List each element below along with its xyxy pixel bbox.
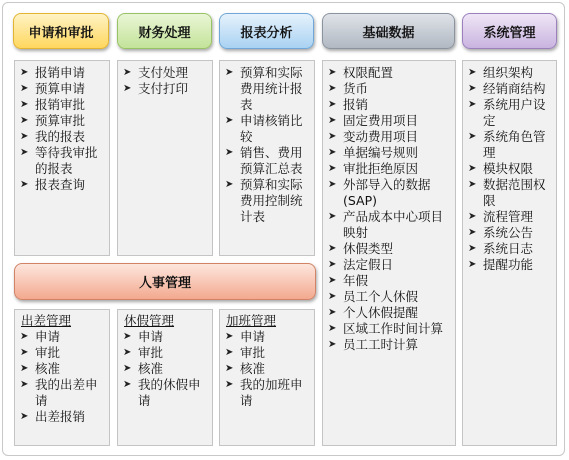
header-report: 报表分析 (219, 13, 314, 49)
arrow-bullet-icon: ➤ (225, 363, 234, 374)
list-item (118, 65, 212, 81)
list-item (118, 361, 212, 377)
list-item (463, 129, 556, 161)
arrow-bullet-icon: ➤ (123, 67, 132, 78)
list-item-label: 预算审批 (35, 113, 86, 128)
list-item-label: 权限配置 (343, 65, 394, 80)
list-item-label: 报销 (343, 97, 369, 112)
list-item-label: 个人休假提醒 (343, 305, 419, 320)
list-item (220, 329, 314, 345)
list-item (220, 345, 314, 361)
list-item (323, 273, 455, 289)
arrow-bullet-icon: ➤ (20, 331, 29, 342)
arrow-bullet-icon: ➤ (468, 259, 477, 270)
arrow-bullet-icon: ➤ (20, 67, 29, 78)
list-item (323, 337, 455, 353)
list-item-label: 员工个人休假 (343, 289, 419, 304)
list-item-label: 我的加班申请 (240, 377, 303, 408)
arrow-bullet-icon: ➤ (468, 243, 477, 254)
arrow-bullet-icon: ➤ (328, 339, 337, 350)
list-item-label: 预算和实际费用控制统计表 (240, 177, 303, 224)
list-item-label: 核准 (240, 361, 266, 376)
header-finance: 财务处理 (117, 13, 212, 49)
list-item (15, 361, 109, 377)
arrow-bullet-icon: ➤ (328, 67, 337, 78)
arrow-bullet-icon: ➤ (328, 211, 337, 222)
list-item-label: 支付处理 (138, 65, 189, 80)
list-item (323, 241, 455, 257)
list-item-label: 变动费用项目 (343, 129, 419, 144)
header-hr: 人事管理 (14, 263, 316, 300)
list-item (323, 209, 455, 241)
arrow-bullet-icon: ➤ (123, 83, 132, 94)
list-item-label: 申请核销比较 (240, 113, 303, 144)
arrow-bullet-icon: ➤ (225, 115, 234, 126)
arrow-bullet-icon: ➤ (20, 347, 29, 358)
list-item (15, 177, 109, 193)
list-item-label: 报销申请 (35, 65, 86, 80)
list-item (15, 65, 109, 81)
list-item (323, 145, 455, 161)
header-apply: 申请和审批 (13, 13, 109, 49)
arrow-bullet-icon: ➤ (468, 163, 477, 174)
arrow-bullet-icon: ➤ (123, 379, 132, 390)
list-item (323, 257, 455, 273)
hr-leave-title: 休假管理 (124, 313, 175, 328)
list-item (323, 81, 455, 97)
list-item (463, 209, 556, 225)
list-item (15, 409, 109, 425)
arrow-bullet-icon: ➤ (468, 99, 477, 110)
list-item-label: 组织架构 (483, 65, 534, 80)
hr-travel-title: 出差管理 (21, 313, 72, 328)
list-item-label: 预算申请 (35, 81, 86, 96)
list-item-label: 申请 (138, 329, 164, 344)
arrow-bullet-icon: ➤ (20, 411, 29, 422)
list-item (220, 361, 314, 377)
list-item (323, 321, 455, 337)
arrow-bullet-icon: ➤ (328, 163, 337, 174)
list-item (323, 113, 455, 129)
arrow-bullet-icon: ➤ (328, 291, 337, 302)
arrow-bullet-icon: ➤ (20, 115, 29, 126)
list-item-label: 单据编号规则 (343, 145, 419, 160)
list-item (323, 97, 455, 113)
list-item-label: 流程管理 (483, 209, 534, 224)
arrow-bullet-icon: ➤ (20, 131, 29, 142)
list-item-label: 产品成本中心项目映射 (343, 209, 444, 240)
list-item (220, 113, 314, 145)
list-item-label: 系统公告 (483, 225, 534, 240)
list-item (15, 145, 109, 177)
arrow-bullet-icon: ➤ (328, 99, 337, 110)
panel-apply (14, 60, 110, 256)
arrow-bullet-icon: ➤ (225, 67, 234, 78)
arrow-bullet-icon: ➤ (20, 179, 29, 190)
arrow-bullet-icon: ➤ (123, 331, 132, 342)
list-item (463, 97, 556, 129)
list-item-label: 提醒功能 (483, 257, 534, 272)
arrow-bullet-icon: ➤ (328, 259, 337, 270)
list-item (463, 225, 556, 241)
list-item-label: 数据范围权限 (483, 177, 546, 208)
list-item (15, 81, 109, 97)
list-item-label: 审批 (35, 345, 61, 360)
panel-finance (117, 60, 213, 256)
list-item (323, 65, 455, 81)
list-item-label: 申请 (240, 329, 266, 344)
list-item (15, 129, 109, 145)
arrow-bullet-icon: ➤ (328, 179, 337, 190)
list-item-label: 等待我审批的报表 (35, 145, 98, 176)
list-item (220, 377, 314, 409)
list-item-label: 预算和实际费用统计报表 (240, 65, 303, 112)
arrow-bullet-icon: ➤ (468, 227, 477, 238)
panel-report (219, 60, 315, 256)
arrow-bullet-icon: ➤ (225, 379, 234, 390)
list-item (323, 289, 455, 305)
list-item (463, 257, 556, 273)
arrow-bullet-icon: ➤ (123, 363, 132, 374)
list-item (220, 177, 314, 225)
list-item (15, 345, 109, 361)
list-item-label: 报表查询 (35, 177, 86, 192)
panel-hr-overtime (219, 309, 315, 446)
arrow-bullet-icon: ➤ (20, 379, 29, 390)
list-item-label: 经销商结构 (483, 81, 546, 96)
list-item-label: 模块权限 (483, 161, 534, 176)
list-item-label: 员工工时计算 (343, 337, 419, 352)
list-item-label: 法定假日 (343, 257, 394, 272)
arrow-bullet-icon: ➤ (123, 347, 132, 358)
list-item (463, 81, 556, 97)
arrow-bullet-icon: ➤ (468, 83, 477, 94)
arrow-bullet-icon: ➤ (20, 83, 29, 94)
list-item-label: 外部导入的数据(SAP) (343, 177, 431, 208)
list-item (323, 161, 455, 177)
list-item-label: 申请 (35, 329, 61, 344)
list-item (463, 161, 556, 177)
list-item-label: 我的休假申请 (138, 377, 201, 408)
arrow-bullet-icon: ➤ (225, 347, 234, 358)
hr-overtime-title: 加班管理 (226, 313, 277, 328)
arrow-bullet-icon: ➤ (468, 179, 477, 190)
arrow-bullet-icon: ➤ (328, 115, 337, 126)
list-item (15, 377, 109, 409)
arrow-bullet-icon: ➤ (20, 147, 29, 158)
list-item-label: 审批 (240, 345, 266, 360)
list-item (118, 329, 212, 345)
arrow-bullet-icon: ➤ (328, 83, 337, 94)
list-item-label: 核准 (35, 361, 61, 376)
list-item-label: 系统角色管理 (483, 129, 546, 160)
list-item (463, 177, 556, 209)
list-item (118, 377, 212, 409)
arrow-bullet-icon: ➤ (468, 211, 477, 222)
list-item (15, 113, 109, 129)
list-item (463, 65, 556, 81)
list-item (15, 97, 109, 113)
arrow-bullet-icon: ➤ (225, 331, 234, 342)
list-item-label: 系统用户设定 (483, 97, 546, 128)
arrow-bullet-icon: ➤ (328, 323, 337, 334)
list-item-label: 货币 (343, 81, 369, 96)
panel-hr-leave (117, 309, 213, 446)
arrow-bullet-icon: ➤ (328, 307, 337, 318)
list-item-label: 审批拒绝原因 (343, 161, 419, 176)
list-item-label: 销售、费用预算汇总表 (240, 145, 303, 176)
list-item-label: 固定费用项目 (343, 113, 419, 128)
list-item (220, 145, 314, 177)
arrow-bullet-icon: ➤ (328, 243, 337, 254)
list-item-label: 我的出差申请 (35, 377, 98, 408)
panel-hr-travel (14, 309, 110, 446)
list-item-label: 休假类型 (343, 241, 394, 256)
list-item-label: 区域工作时间计算 (343, 321, 444, 336)
list-item-label: 我的报表 (35, 129, 86, 144)
list-item-label: 报销审批 (35, 97, 86, 112)
list-item-label: 审批 (138, 345, 164, 360)
list-item (220, 65, 314, 113)
arrow-bullet-icon: ➤ (328, 131, 337, 142)
arrow-bullet-icon: ➤ (225, 147, 234, 158)
arrow-bullet-icon: ➤ (20, 99, 29, 110)
list-item-label: 支付打印 (138, 81, 189, 96)
list-item (323, 305, 455, 321)
list-item (15, 329, 109, 345)
arrow-bullet-icon: ➤ (20, 363, 29, 374)
arrow-bullet-icon: ➤ (225, 179, 234, 190)
list-item (323, 177, 455, 209)
list-item-label: 年假 (343, 273, 369, 288)
panel-base (322, 60, 456, 446)
list-item-label: 系统日志 (483, 241, 534, 256)
arrow-bullet-icon: ➤ (328, 147, 337, 158)
header-system: 系统管理 (462, 13, 557, 49)
arrow-bullet-icon: ➤ (328, 275, 337, 286)
list-item (118, 345, 212, 361)
header-base: 基础数据 (322, 13, 455, 49)
list-item (118, 81, 212, 97)
list-item-label: 核准 (138, 361, 164, 376)
list-item (323, 129, 455, 145)
list-item-label: 出差报销 (35, 409, 86, 424)
list-item (463, 241, 556, 257)
arrow-bullet-icon: ➤ (468, 67, 477, 78)
panel-system (462, 60, 557, 446)
arrow-bullet-icon: ➤ (468, 131, 477, 142)
